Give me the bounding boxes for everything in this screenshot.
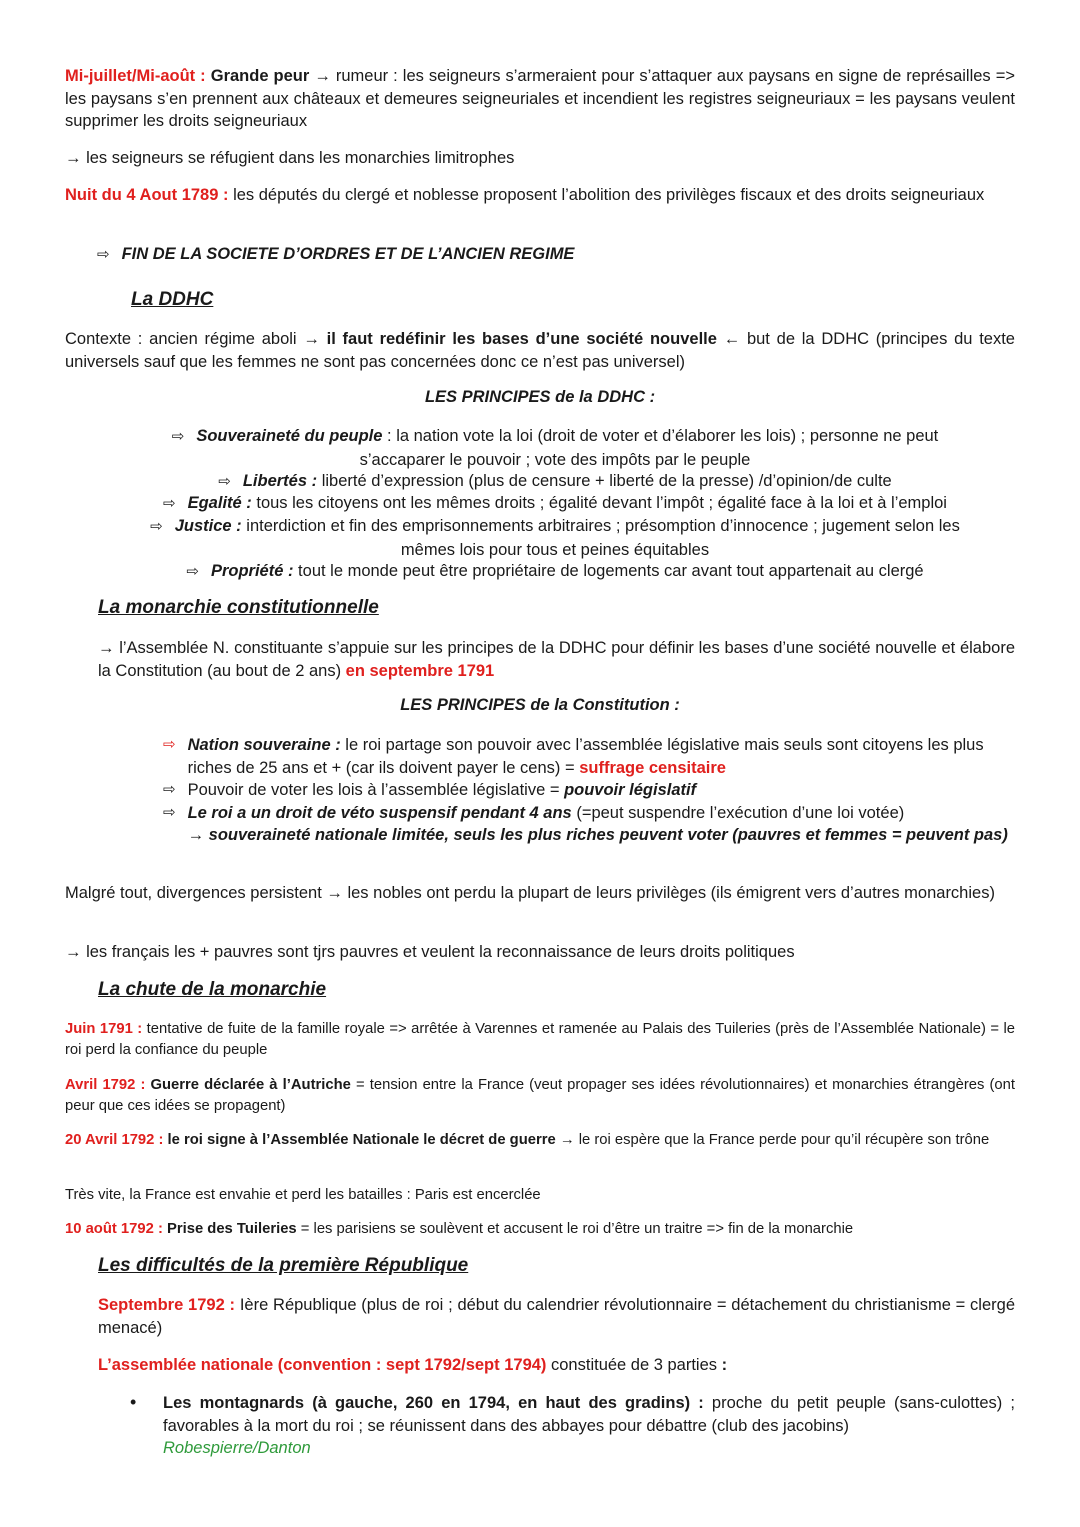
- arrow-icon: ⇨: [150, 518, 163, 535]
- section-heading-ddhc: La DDHC: [131, 289, 214, 310]
- 20-avril-1792-paragraph: [65, 1130, 1015, 1151]
- principle-label: Souveraineté du peuple: [196, 427, 383, 445]
- nuit-4-aout-paragraph: [65, 184, 1015, 207]
- event-title: Guerre déclarée à l’Autriche: [145, 1077, 351, 1093]
- principle-text: liberté d’expression (plus de censure + liberté de la presse) /d’opinion/de culte: [317, 472, 892, 490]
- principle-text: le roi partage son pouvoir avec l’assemblée législative mais seuls sont citoyens les plus riches de 25 ans et + (car ils doivent payer le cens) =: [187, 736, 984, 777]
- section-heading-chute-monarchie: La chute de la monarchie: [98, 979, 327, 1000]
- arrow-icon: ⇨: [163, 781, 176, 798]
- envahie-line: Très vite, la France est envahie et perd les batailles : Paris est encerclée: [65, 1187, 541, 1203]
- principle-nation: [163, 734, 1015, 779]
- divergences-paragraph: Malgré tout, divergences persistent → les nobles ont perdu la plupart de leurs privilèges (ils émigrent vers d’autres monarchies): [65, 884, 995, 902]
- paragraph-text: tentative de fuite de la famille royale => arrêtée à Varennes et ramenée au Palais des Tuileries (près de l’Assemblée Nationale) = le roi perd la confiance du peuple: [65, 1021, 1016, 1058]
- constitution-principles-title: LES PRINCIPES de la Constitution :: [400, 696, 680, 714]
- paragraph-text: → le roi espère que la France perde pour qu’il récupère son trône: [555, 1132, 990, 1148]
- principle-conclusion: → souveraineté nationale limitée, seuls les plus riches peuvent voter (pauvres et femmes = peuvent pas): [187, 826, 1008, 844]
- grande-peur-paragraph: [65, 65, 1015, 133]
- arrow-icon: ⇨: [171, 428, 185, 445]
- paragraph-text: les députés du clergé et noblesse proposent l’abolition des privilèges fiscaux et des droits seigneuriaux: [228, 186, 985, 204]
- context-text-end: ← but de la DDHC (principes du texte universels sauf que les femmes ne sont pas concernées donc ce n’est pas universel): [65, 330, 1015, 371]
- party-leaders: Robespierre/Danton: [163, 1439, 311, 1457]
- paragraph-text: = tension entre la France (veut propager ses idées révolutionnaires) et monarchies étrangères (ont peur que ces idées se propagent): [65, 1077, 1015, 1114]
- principle-text: : la nation vote la loi (droit de voter et d’élaborer les lois) ; personne ne peut: [382, 427, 939, 445]
- principle-text: tous les citoyens ont les mêmes droits ; égalité devant l’impôt ; égalité face à la loi et à l’emploi: [251, 494, 947, 512]
- arrow-icon: ⇨: [163, 736, 176, 753]
- principle-souverainete: [60, 425, 1050, 471]
- principle-label: Justice :: [174, 517, 242, 535]
- date-label: en septembre 1791: [345, 661, 495, 680]
- pauvres-line: → les français les + pauvres sont tjrs pauvres et veulent la reconnaissance de leurs droits politiques: [65, 943, 795, 961]
- section-heading-premiere-republique: Les difficultés de la première République: [98, 1255, 469, 1276]
- principle-label: Propriété :: [210, 562, 294, 580]
- date-label: Mi-juillet/Mi-août :: [65, 67, 206, 85]
- montagnards-item: [163, 1392, 1015, 1460]
- juin-1791-paragraph: [65, 1019, 1015, 1061]
- paragraph-text: Ière République (plus de roi ; début du calendrier révolutionnaire = détachement du christianisme = clergé menacé): [98, 1296, 1015, 1337]
- avril-1792-paragraph: [65, 1075, 1015, 1117]
- paragraph-colon: :: [721, 1356, 728, 1374]
- paragraph-text: constituée de 3 parties: [546, 1356, 722, 1374]
- principle-egalite: [60, 492, 1050, 516]
- section-heading-monarchie-constitutionnelle: La monarchie constitutionnelle: [98, 597, 379, 618]
- conclusion-text: FIN DE LA SOCIETE D’ORDRES ET DE L’ANCIEN REGIME: [121, 245, 575, 263]
- party-text: proche du petit peuple (sans-culottes) ; favorables à la mort du roi ; se réunissent dans des abbayes pour débattre (club des jacobins): [163, 1394, 1015, 1435]
- ddhc-principles-title: LES PRINCIPES de la DDHC :: [424, 388, 656, 406]
- principle-pouvoir: [163, 779, 1015, 802]
- seigneurs-refuge-line: → les seigneurs se réfugient dans les monarchies limitrophes: [65, 149, 515, 167]
- principle-libertes: [60, 470, 1050, 494]
- event-title: le roi signe à l’Assemblée Nationale le décret de guerre: [163, 1132, 556, 1148]
- paragraph-text: → rumeur : les seigneurs s’armeraient pour s’attaquer aux paysans en signe de représailles => les paysans s’en prennent aux châteaux et demeures seigneuriales et incendient les registres seigneuriaux = les paysans veulent supprimer les droits seigneuriaux: [65, 67, 1015, 130]
- principle-label: Libertés :: [242, 472, 318, 490]
- principle-label: Le roi a un droit de véto suspensif pendant 4 ans: [187, 803, 572, 822]
- date-label: Juin 1791 :: [65, 1021, 143, 1037]
- principle-text: Pouvoir de voter les lois à l’assemblée législative =: [187, 781, 565, 799]
- paragraph-text: → l’Assemblée N. constituante s’appuie sur les principes de la DDHC pour définir les bases d’une société nouvelle et élabore la Constitution (au bout de 2 ans): [98, 639, 1015, 680]
- date-label: 20 Avril 1792 :: [65, 1132, 164, 1148]
- principle-text: (=peut suspendre l’exécution d’une loi votée): [571, 803, 905, 822]
- date-label: 10 août 1792 :: [65, 1221, 163, 1237]
- constitution-principles-list: [163, 734, 1015, 847]
- event-title: Prise des Tuileries: [162, 1221, 297, 1237]
- principle-text: interdiction et fin des emprisonnements arbitraires ; présomption d’innocence ; jugement selon les: [241, 517, 960, 535]
- 10-aout-1792-paragraph: [65, 1219, 1015, 1240]
- arrow-icon: ⇨: [97, 246, 110, 263]
- date-label: Septembre 1792 :: [98, 1296, 236, 1314]
- context-text: Contexte : ancien régime aboli →: [65, 330, 327, 348]
- arrow-icon: ⇨: [163, 495, 176, 512]
- convention-label: L’assemblée nationale (convention : sept 1792/sept 1794): [98, 1356, 547, 1374]
- principle-label: Nation souveraine :: [187, 736, 341, 754]
- ddhc-context-paragraph: [65, 328, 1015, 373]
- bullet-icon: •: [130, 1392, 137, 1412]
- principle-label: Egalité :: [187, 494, 252, 512]
- principle-propriete: [60, 560, 1050, 584]
- arrow-icon: ⇨: [186, 563, 199, 580]
- highlight-text: suffrage censitaire: [579, 758, 726, 777]
- party-label: Les montagnards (à gauche, 260 en 1794, en haut des gradins) :: [163, 1394, 704, 1412]
- monarchie-intro-paragraph: [98, 637, 1015, 682]
- principle-text-cont: s’accaparer le pouvoir ; vote des impôts par le peuple: [359, 450, 751, 469]
- septembre-1792-paragraph: [98, 1294, 1015, 1339]
- date-label: Avril 1792 :: [65, 1077, 146, 1093]
- paragraph-text: = les parisiens se soulèvent et accusent le roi d’être un traitre => fin de la monarchie: [296, 1221, 854, 1237]
- fin-societe-line: [97, 243, 574, 267]
- context-bold: il faut redéfinir les bases d’une société nouvelle: [326, 330, 717, 348]
- arrow-icon: ⇨: [218, 473, 231, 490]
- event-title: Grande peur: [210, 67, 310, 85]
- principle-justice: [60, 515, 1050, 561]
- principle-text-cont: mêmes lois pour tous et peines équitables: [400, 540, 710, 559]
- date-label: Nuit du 4 Aout 1789 :: [65, 186, 229, 204]
- principle-veto: [163, 802, 1015, 847]
- principle-bold: pouvoir législatif: [564, 781, 697, 799]
- convention-paragraph: [98, 1354, 1015, 1377]
- principle-text: tout le monde peut être propriétaire de logements car avant tout appartenait au clergé: [293, 562, 924, 580]
- arrow-icon: ⇨: [163, 803, 176, 821]
